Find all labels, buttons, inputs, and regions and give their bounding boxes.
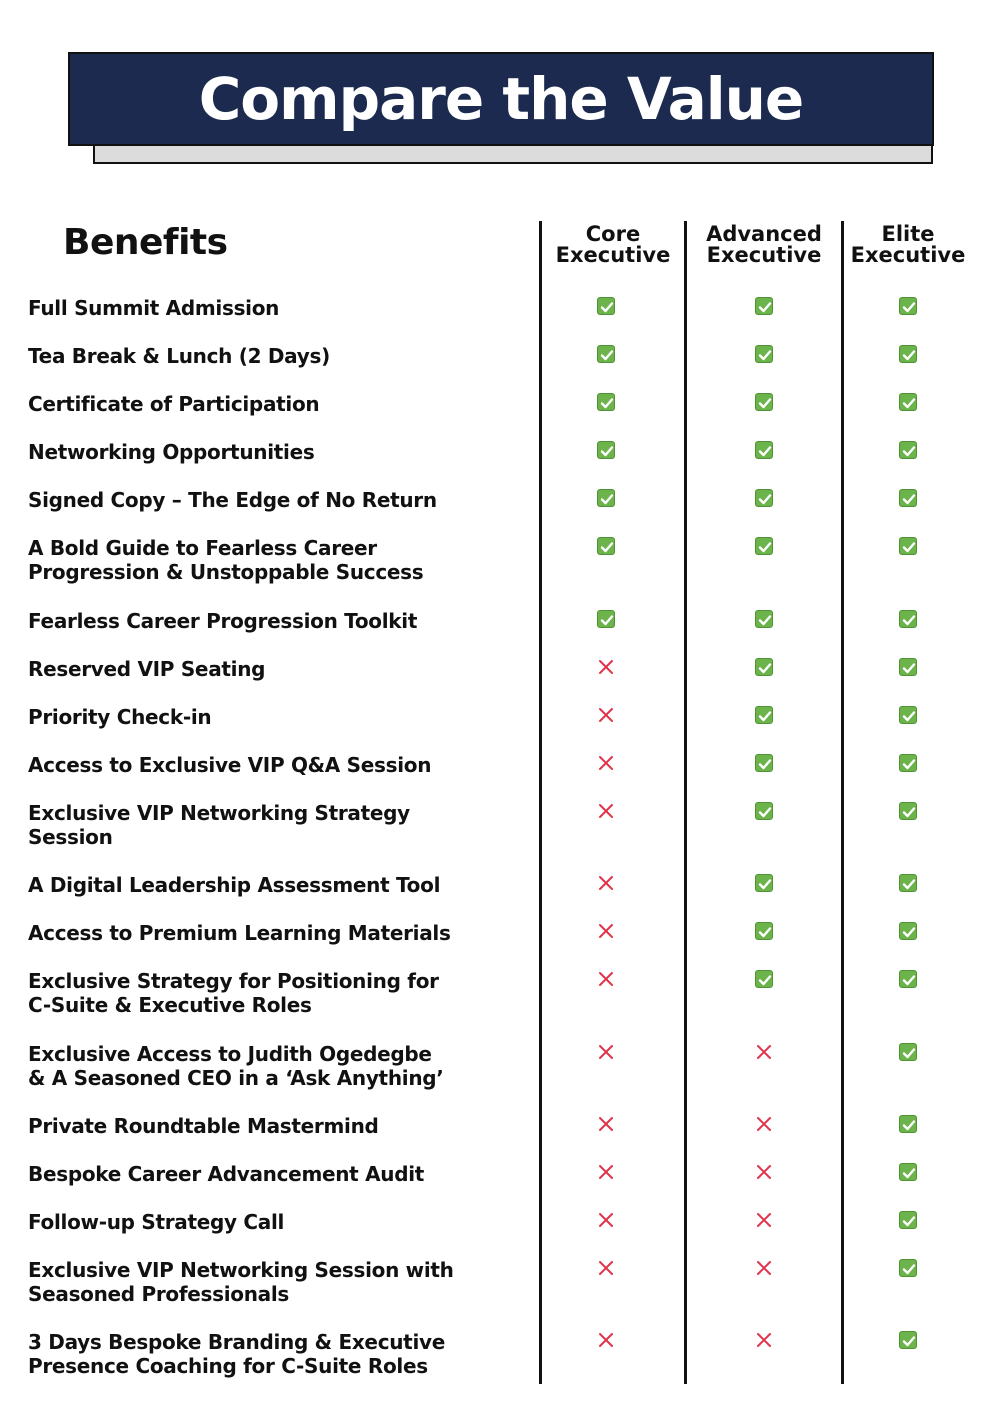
benefit-label-line: Networking Opportunities: [28, 440, 315, 464]
benefit-label-line: Bespoke Career Advancement Audit: [28, 1162, 425, 1186]
check-box-icon: [899, 706, 917, 724]
cross-icon: [597, 1043, 615, 1061]
check-box-icon: [899, 1115, 917, 1133]
benefit-label-line: Presence Coaching for C-Suite Roles: [28, 1354, 428, 1378]
benefit-label: [28, 1330, 533, 1378]
benefit-label: [28, 344, 533, 368]
check-box-icon: [899, 297, 917, 315]
check-box-icon: [597, 610, 615, 628]
benefit-label-line: Exclusive VIP Networking Session with: [28, 1258, 454, 1282]
check-box-icon: [597, 441, 615, 459]
cross-icon: [597, 1259, 615, 1277]
benefit-label-line: 3 Days Bespoke Branding & Executive: [28, 1330, 446, 1354]
check-box-icon: [755, 802, 773, 820]
benefit-label: [28, 873, 533, 897]
cross-icon: [597, 874, 615, 892]
benefit-label-line: Exclusive Strategy for Positioning for: [28, 969, 439, 993]
column-header-elite: [851, 224, 966, 266]
benefit-label-line: & A Seasoned CEO in a ‘Ask Anything’: [28, 1066, 444, 1090]
cross-icon: [755, 1163, 773, 1181]
column-divider: [684, 221, 687, 1384]
cross-icon: [597, 1163, 615, 1181]
check-box-icon: [899, 1043, 917, 1061]
check-box-icon: [597, 393, 615, 411]
benefit-label: [28, 536, 533, 584]
column-header-line: Executive: [706, 243, 822, 267]
benefit-label: [28, 1114, 533, 1138]
check-box-icon: [755, 658, 773, 676]
benefit-label-line: A Bold Guide to Fearless Career: [28, 536, 377, 560]
cross-icon: [597, 1211, 615, 1229]
check-box-icon: [899, 1331, 917, 1349]
check-box-icon: [899, 441, 917, 459]
benefit-label-line: Private Roundtable Mastermind: [28, 1114, 379, 1138]
benefit-label-line: Progression & Unstoppable Success: [28, 560, 424, 584]
check-box-icon: [755, 441, 773, 459]
check-box-icon: [755, 922, 773, 940]
benefit-label-line: Tea Break & Lunch (2 Days): [28, 344, 330, 368]
check-box-icon: [899, 802, 917, 820]
benefit-label-line: Priority Check-in: [28, 705, 212, 729]
check-box-icon: [597, 537, 615, 555]
benefit-label-line: A Digital Leadership Assessment Tool: [28, 873, 441, 897]
benefit-label: [28, 1042, 533, 1090]
cross-icon: [597, 658, 615, 676]
column-header-line: Core: [585, 222, 641, 246]
benefit-label: [28, 609, 533, 633]
check-box-icon: [755, 874, 773, 892]
cross-icon: [597, 706, 615, 724]
benefit-label: [28, 921, 533, 945]
column-header-line: Executive: [555, 243, 671, 267]
check-box-icon: [597, 297, 615, 315]
cross-icon: [597, 1331, 615, 1349]
benefit-label-line: Certificate of Participation: [28, 392, 320, 416]
check-box-icon: [899, 922, 917, 940]
page-title: Compare the Value: [198, 65, 804, 133]
column-header-line: Executive: [850, 243, 966, 267]
benefit-label-line: Session: [28, 825, 113, 849]
check-box-icon: [597, 489, 615, 507]
column-header-core: [556, 224, 671, 266]
column-divider: [841, 221, 844, 1384]
benefit-label-line: Access to Premium Learning Materials: [28, 921, 451, 945]
cross-icon: [597, 802, 615, 820]
column-header-line: Advanced: [706, 222, 822, 246]
benefit-label: [28, 657, 533, 681]
benefit-label-line: Access to Exclusive VIP Q&A Session: [28, 753, 432, 777]
column-divider: [539, 221, 542, 1384]
column-header-advanced: [706, 224, 822, 266]
benefit-label-line: Exclusive VIP Networking Strategy: [28, 801, 410, 825]
check-box-icon: [899, 1259, 917, 1277]
benefit-label: [28, 1258, 533, 1306]
check-box-icon: [597, 345, 615, 363]
check-box-icon: [755, 706, 773, 724]
benefit-label-line: Exclusive Access to Judith Ogedegbe: [28, 1042, 432, 1066]
check-box-icon: [899, 345, 917, 363]
check-box-icon: [755, 393, 773, 411]
cross-icon: [597, 970, 615, 988]
benefit-label: [28, 753, 533, 777]
check-box-icon: [899, 970, 917, 988]
check-box-icon: [899, 393, 917, 411]
column-header-line: Elite: [881, 222, 935, 246]
benefit-label: [28, 488, 533, 512]
benefit-label: [28, 392, 533, 416]
check-box-icon: [899, 1163, 917, 1181]
check-box-icon: [755, 297, 773, 315]
check-box-icon: [899, 537, 917, 555]
cross-icon: [755, 1211, 773, 1229]
benefit-label: [28, 969, 533, 1017]
check-box-icon: [755, 489, 773, 507]
benefit-label: [28, 705, 533, 729]
benefit-label-line: Seasoned Professionals: [28, 1282, 290, 1306]
benefit-label-line: Follow-up Strategy Call: [28, 1210, 285, 1234]
benefit-label-line: Signed Copy – The Edge of No Return: [28, 488, 437, 512]
benefit-label-line: Reserved VIP Seating: [28, 657, 266, 681]
check-box-icon: [755, 345, 773, 363]
check-box-icon: [755, 610, 773, 628]
benefit-label-line: C-Suite & Executive Roles: [28, 993, 312, 1017]
check-box-icon: [899, 1211, 917, 1229]
cross-icon: [755, 1331, 773, 1349]
cross-icon: [755, 1259, 773, 1277]
title-banner: [68, 52, 934, 146]
check-box-icon: [755, 970, 773, 988]
benefit-label-line: Full Summit Admission: [28, 296, 280, 320]
cross-icon: [597, 922, 615, 940]
check-box-icon: [899, 754, 917, 772]
benefit-label: [28, 440, 533, 464]
check-box-icon: [899, 874, 917, 892]
check-box-icon: [899, 489, 917, 507]
check-box-icon: [755, 537, 773, 555]
benefit-label: [28, 801, 533, 849]
benefit-label: [28, 1162, 533, 1186]
benefit-label: [28, 296, 533, 320]
benefit-label: [28, 1210, 533, 1234]
cross-icon: [755, 1115, 773, 1133]
benefits-heading: Benefits: [63, 222, 228, 263]
cross-icon: [597, 1115, 615, 1133]
benefit-label-line: Fearless Career Progression Toolkit: [28, 609, 418, 633]
check-box-icon: [899, 610, 917, 628]
cross-icon: [597, 754, 615, 772]
check-box-icon: [755, 754, 773, 772]
check-box-icon: [899, 658, 917, 676]
cross-icon: [755, 1043, 773, 1061]
